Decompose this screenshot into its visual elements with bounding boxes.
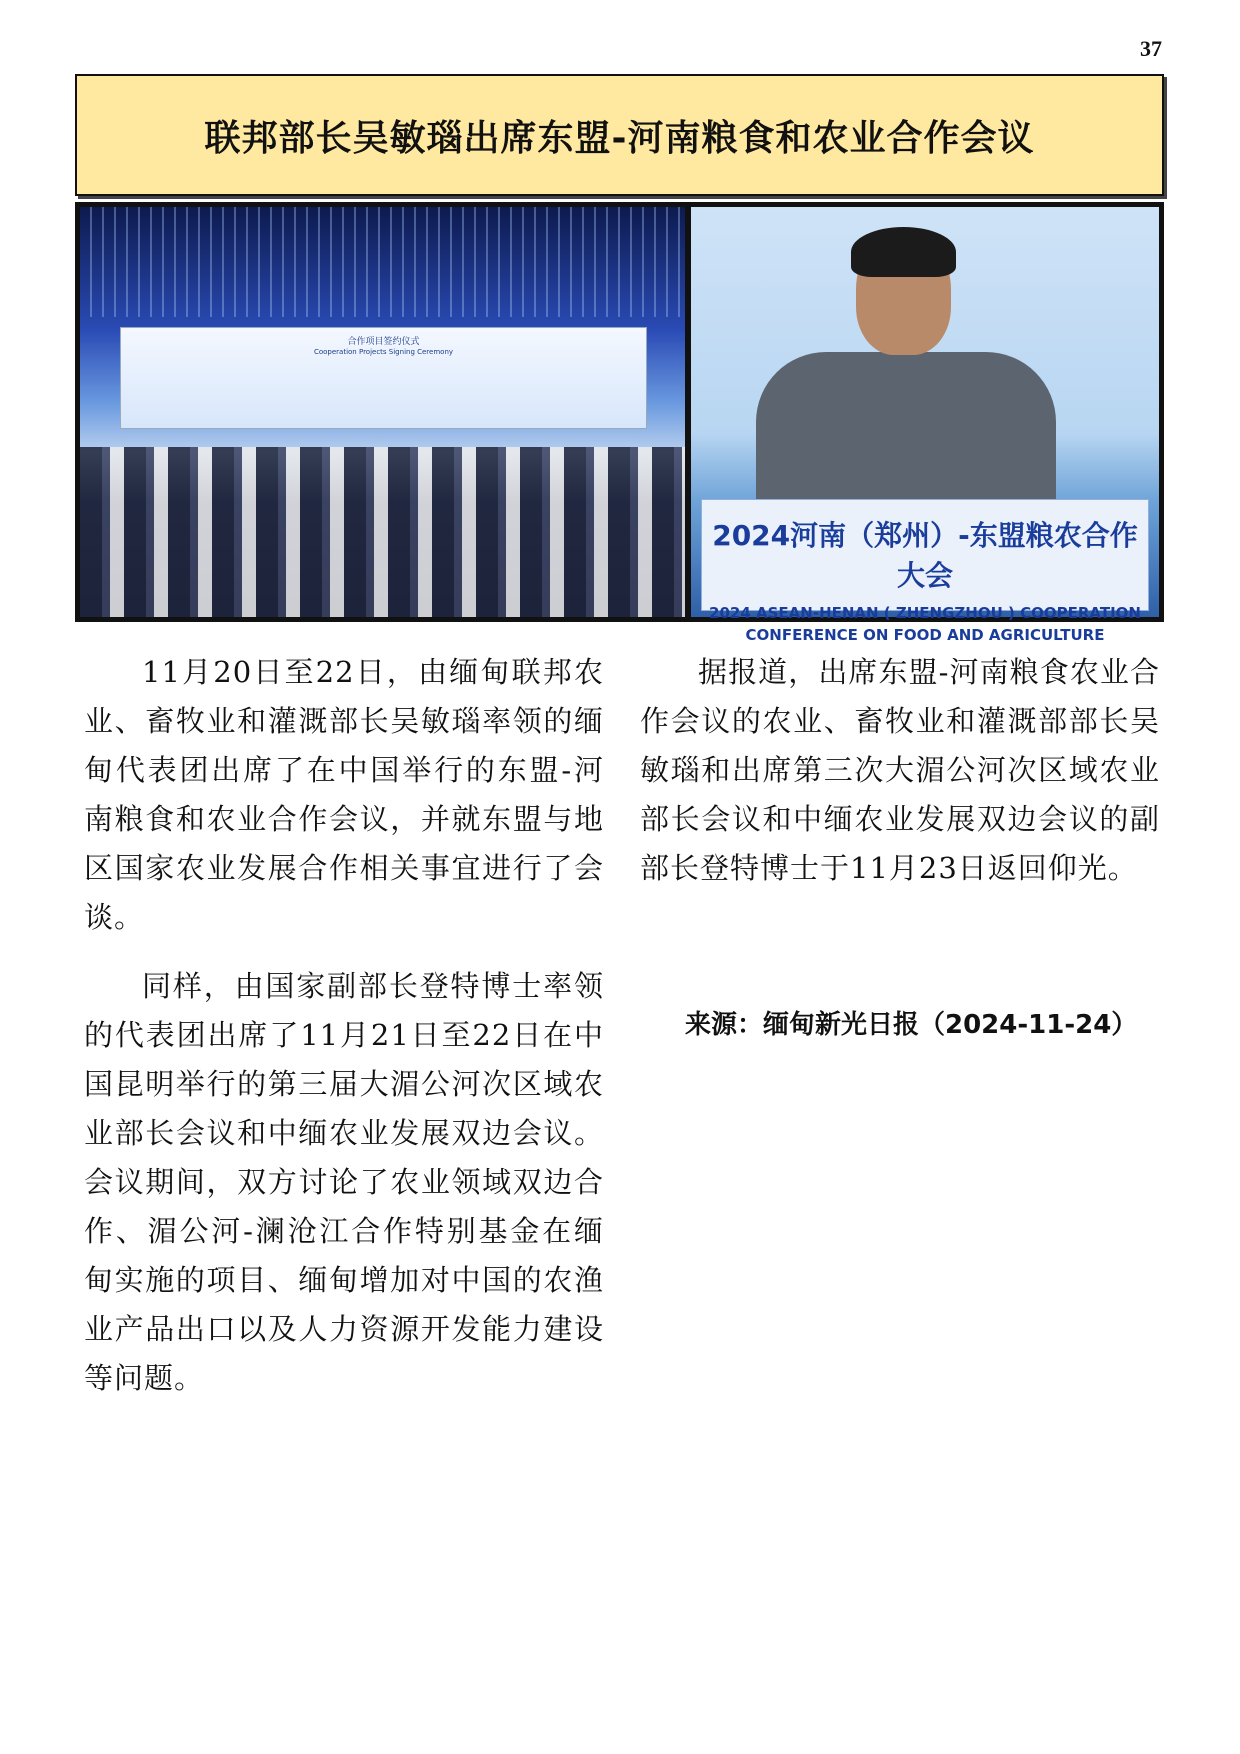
source-citation: 来源：缅甸新光日报（2024-11-24）	[685, 1010, 1138, 1040]
page-number: 37	[1140, 36, 1162, 61]
article-title: 联邦部长吴敏瑙出席东盟-河南粮食和农业合作会议	[204, 117, 1035, 159]
photo-strip	[75, 202, 1164, 644]
podium-banner	[701, 499, 1149, 644]
speaker-hair	[851, 227, 956, 277]
body-paragraph: 据报道，出席东盟-河南粮食农业合作会议的农业、畜牧业和灌溉部部长吴敏瑙和出席第三次大湄公河次区域农业部长会议和中缅农业发展双边会议的副部长登特博士于11月23日返回仰光。	[640, 655, 1160, 885]
title-banner	[75, 74, 1164, 196]
stage-screen	[120, 327, 647, 429]
signing-ceremony-photo	[80, 207, 685, 617]
audience-seating	[80, 447, 685, 617]
body-paragraph: 同样，由国家副部长登特博士率领的代表团出席了11月21日至22日在中国昆明举行的第三届大湄公河次区域农业部长会议和中缅农业发展双边会议。会议期间，双方讨论了农业领域双边合作、湄公河-澜沧江合作特别基金在缅甸实施的项目、缅甸增加对中国的农渔业产品出口以及人力资源开发能力建设等问题。	[84, 969, 604, 1395]
stage-screen-title: 合作项目签约仪式	[347, 337, 420, 347]
left-column	[84, 648, 604, 1423]
body-paragraph: 11月20日至22日，由缅甸联邦农业、畜牧业和灌溉部长吴敏瑙率领的缅甸代表团出席了在中国举行的东盟-河南粮食和农业合作会议，并就东盟与地区国家农业发展合作相关事宜进行了会谈。	[84, 655, 604, 934]
stage-screen-subtitle: Cooperation Projects Signing Ceremony	[313, 348, 454, 356]
speaker-photo	[691, 207, 1159, 644]
right-column	[640, 648, 1160, 913]
speaker-suit	[756, 352, 1056, 512]
stage-lights	[80, 207, 685, 317]
podium-banner-english-line-1: 2024 ASEAN-HENAN ( ZHENGZHOU ) COOPERATION	[709, 604, 1141, 622]
podium-banner-chinese: 2024河南（郑州）-东盟粮农合作大会	[712, 519, 1138, 592]
podium-banner-english-line-2: CONFERENCE ON FOOD AND AGRICULTURE	[745, 626, 1105, 644]
